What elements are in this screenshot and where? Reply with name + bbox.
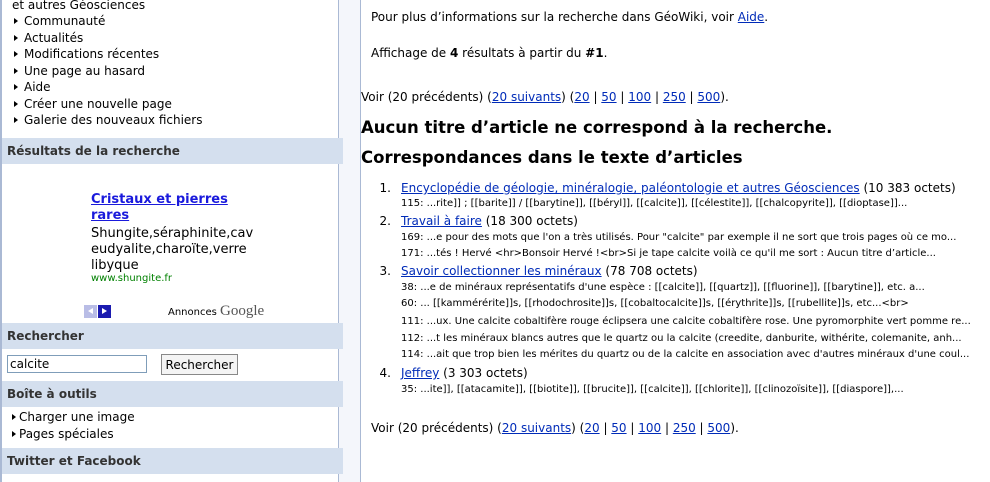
pager-size-500[interactable]: 500 [707, 421, 731, 435]
result-title-link[interactable]: Encyclopédie de géologie, minéralogie, paléontologie et autres Géosciences [401, 181, 860, 195]
nav-item-continuation[interactable]: et autres Géosciences [12, 0, 146, 12]
toolbox-list [12, 409, 135, 442]
result-item [373, 264, 698, 278]
pager-prev-text: Voir (20 précédents) ( [371, 421, 502, 435]
count-mid: résultats à partir du [458, 46, 586, 60]
ad-brand-prefix: Annonces [168, 307, 217, 318]
results-count-text [371, 46, 607, 60]
pager-sep: | [626, 421, 639, 435]
pager-size-100[interactable]: 100 [638, 421, 662, 435]
pager-size-250[interactable]: 250 [662, 90, 686, 104]
nav-item-label: Actualités [24, 30, 84, 45]
nav-item-aide[interactable] [12, 79, 338, 96]
nav-item-page-au-hasard[interactable] [12, 63, 338, 80]
pager-mid: ) ( [561, 90, 575, 104]
bullet-icon [14, 35, 18, 41]
result-title-link[interactable]: Travail à faire [401, 214, 482, 228]
pager-prev-text: Voir (20 précédents) ( [361, 90, 492, 104]
help-prefix: Pour plus d’informations sur la recherche dans GéoWiki, voir [371, 10, 738, 24]
pager-end: ). [730, 421, 739, 435]
nav-item-modifications-recentes[interactable] [12, 46, 338, 63]
result-size: (3 303 octets) [439, 366, 528, 380]
no-title-match-heading: Aucun titre d’article ne correspond à la recherche. [361, 118, 833, 137]
navigation-portlet [2, 0, 338, 129]
tool-special-pages[interactable] [12, 426, 135, 443]
result-snippet: 38: ...e de minéraux représentatifs d'une espèce : [[calcite]], [[quartz]], [[fluorine]], [[barytine]], etc. a... [401, 282, 925, 293]
pager-size-50[interactable]: 50 [601, 90, 617, 104]
nav-item-actualites[interactable] [12, 30, 338, 47]
pager-sep: | [685, 90, 698, 104]
tool-label: Charger une image [19, 410, 135, 424]
ad-text [91, 226, 261, 274]
result-snippet: 115: ...rite]] ; [[barite]] / [[barytine]], [[béryl]], [[calcite]], [[célestite]], [[chalcopyrite]], [[dioptase]]... [401, 198, 908, 209]
pager-mid: ) ( [571, 421, 585, 435]
nav-item-label: Galerie des nouveaux fichiers [24, 113, 203, 127]
text-match-heading: Correspondances dans le texte d’articles [361, 148, 743, 167]
result-item [373, 214, 578, 228]
bullet-icon [12, 414, 16, 420]
ad-text-line: Shungite,séraphinite,cav [91, 226, 254, 241]
pager-sep: | [616, 90, 629, 104]
search-button[interactable]: Rechercher [161, 354, 238, 375]
ad-prev-arrow-icon[interactable] [84, 305, 97, 318]
result-snippet: 171: ...tés ! Hervé <hr>Bonsoir Hervé !<br>Si je tape calcite voilà ce qu'il me sort : Aucun titre d’article... [401, 248, 936, 259]
tool-label: Pages spéciales [19, 426, 114, 441]
bullet-icon [14, 51, 18, 57]
search-portlet-heading: Rechercher [2, 323, 343, 349]
tool-upload-image[interactable] [12, 409, 135, 426]
ad-next-arrow-icon[interactable] [98, 305, 111, 318]
ad-title-link[interactable]: Cristaux et pierres rares [91, 192, 228, 223]
nav-item-galerie-fichiers[interactable] [12, 112, 338, 129]
result-item [373, 181, 956, 195]
toolbox-portlet-heading: Boîte à outils [2, 381, 343, 407]
pager-sep: | [695, 421, 708, 435]
pager-size-20[interactable]: 20 [574, 90, 590, 104]
bullet-icon [14, 101, 18, 107]
result-title-link[interactable]: Savoir collectionner les minéraux [401, 264, 602, 278]
help-link[interactable]: Aide [737, 10, 765, 24]
result-start: #1 [585, 46, 604, 60]
count-prefix: Affichage de [371, 46, 450, 60]
nav-item-label: Communauté [24, 14, 106, 28]
social-portlet-heading: Twitter et Facebook [2, 448, 343, 474]
result-number: 2. [379, 214, 391, 228]
result-snippet: 169: ...e pour des mots que l'on a très utilisés. Pour "calcite" par exemple il ne sort que trois pages où ce mo... [401, 232, 957, 243]
pager-next-link[interactable]: 20 suivants [491, 90, 562, 104]
bullet-icon [14, 18, 18, 24]
result-snippet: 112: ...t les minéraux blancs autres que le quartz ou la calcite (creedite, danburite, withérite, colemanite, anh... [401, 333, 962, 344]
nav-item-communaute[interactable] [12, 13, 338, 30]
pager-sep: | [651, 90, 663, 104]
nav-item-label: Une page au hasard [24, 63, 146, 78]
pager-sep: | [661, 421, 673, 435]
pager-size-250[interactable]: 250 [672, 421, 696, 435]
result-snippet: 60: ... [[kammérérite]]s, [[rhodochrosite]]s, [[cobaltocalcite]]s, [[érythrite]]s, [[rubellite]]s, etc...<br> [401, 298, 909, 309]
bullet-icon [12, 431, 16, 437]
pager-size-50[interactable]: 50 [611, 421, 627, 435]
result-item [373, 366, 528, 380]
nav-item-label: Modifications récentes [24, 47, 160, 61]
pager-sep: | [599, 421, 612, 435]
main-content [360, 0, 990, 482]
pager-sep: | [589, 90, 602, 104]
result-size: (10 383 octets) [859, 181, 956, 195]
pager-size-500[interactable]: 500 [697, 90, 721, 104]
result-number: 4. [379, 366, 391, 380]
pager-top [361, 90, 729, 104]
search-help-text [371, 10, 768, 24]
pager-bottom [371, 421, 739, 435]
pager-end: ). [720, 90, 729, 104]
result-title-link[interactable]: Jeffrey [401, 366, 440, 380]
pager-next-link[interactable]: 20 suivants [501, 421, 572, 435]
ad-url[interactable]: www.shungite.fr [91, 273, 173, 284]
ads-by-google[interactable] [168, 303, 264, 320]
nav-item-label: Créer une nouvelle page [24, 96, 172, 111]
result-count: 4 [450, 46, 459, 60]
result-number: 3. [379, 264, 391, 278]
sidebar [0, 0, 339, 482]
bullet-icon [14, 84, 18, 90]
pager-size-100[interactable]: 100 [628, 90, 652, 104]
bullet-icon [14, 117, 18, 123]
google-logo: Google [220, 303, 265, 319]
result-snippet: 114: ...ait que trop bien les mérites du quartz ou de la calcite en association avec d'autres minéraux d'une coul... [401, 349, 970, 360]
ad-text-line: libyque [91, 258, 139, 273]
count-suffix: . [603, 46, 608, 60]
help-suffix: . [764, 10, 769, 24]
bullet-icon [14, 68, 18, 74]
result-size: (18 300 octets) [481, 214, 578, 228]
results-portlet-heading: Résultats de la recherche [2, 138, 343, 164]
result-number: 1. [379, 181, 391, 195]
ad-nav [84, 305, 111, 319]
nav-item-creer-page[interactable] [12, 96, 338, 113]
pager-size-20[interactable]: 20 [584, 421, 600, 435]
google-ad[interactable] [82, 172, 265, 322]
navigation-list [12, 13, 338, 129]
result-snippet: 35: ...ite]], [[atacamite]], [[biotite]], [[brucite]], [[calcite]], [[chlorite]], [[clinozoïsite]], [[diaspore]],... [401, 384, 904, 395]
search-input[interactable] [7, 355, 147, 373]
ad-text-line: eudyalite,charoïte,verre [91, 242, 247, 257]
result-size: (78 708 octets) [601, 264, 698, 278]
nav-item-label: Aide [24, 80, 51, 94]
result-snippet: 111: ...ux. Une calcite cobaltifère rouge éclipsera une calcite cobaltifère rose. Une pyromorphite vert pomme re... [401, 316, 971, 327]
